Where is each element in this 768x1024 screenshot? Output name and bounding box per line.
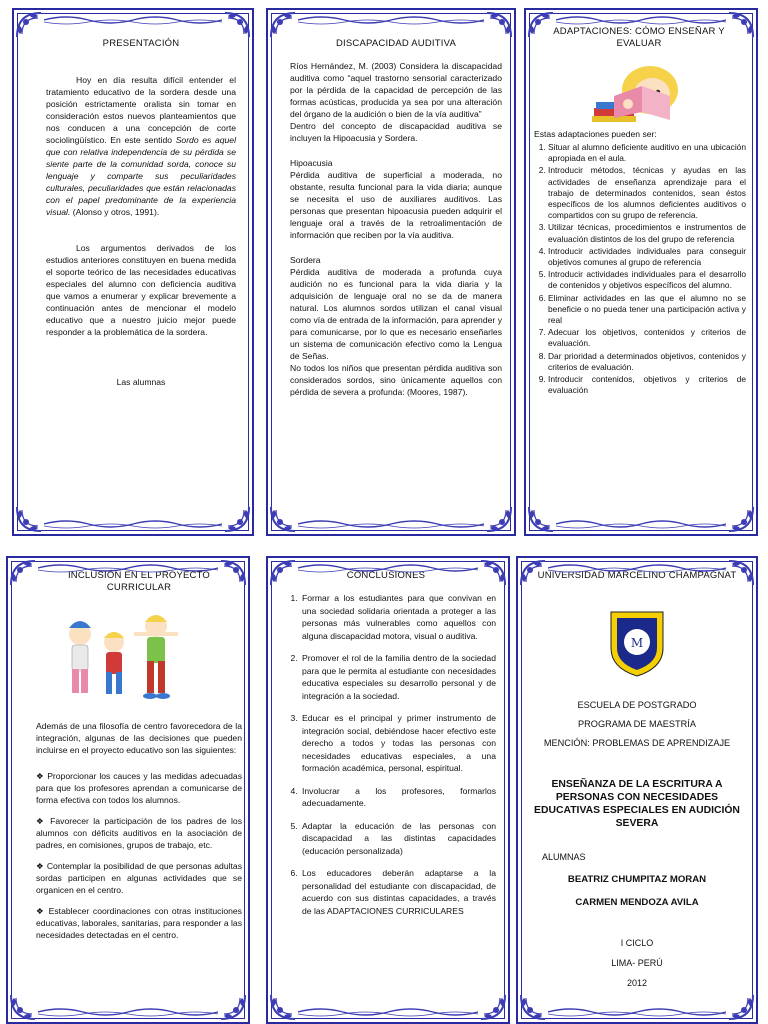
- corner-ornament-icon: [8, 558, 42, 588]
- panel-presentacion-content: [46, 38, 236, 508]
- ciclo-label: I CICLO: [620, 938, 654, 948]
- sordera-paragraph: Pérdida auditiva de moderada a profunda cuya audición no es funcional para la vida diaria y la adquisición de lenguaje oral no se da de manera natural. Los alumnos sordos utilizan el canal visual como vía de entrada de la información, para aprender y para comunicarse, por lo que es necesario enseñarles un sistema de comunicación efectivo como la Lengua de Señas.: [290, 267, 502, 361]
- corner-ornament-icon: [722, 992, 756, 1022]
- discapacidad-title: DISCAPACIDAD AUDITIVA: [336, 38, 456, 49]
- child-reading-illustration: [584, 56, 694, 126]
- child-reading-icon: [584, 56, 694, 126]
- corner-ornament-icon: [518, 558, 552, 588]
- corner-ornament-icon: [268, 558, 302, 588]
- presentacion-paragraph-1: Hoy en día resulta difícil entender el tratamiento educativo de la sordera desde una posición estrictamente oralista sin tomar en consideración estos nuevos planteamientos que nos conducen a una concepción de corte sociolingüístico. En este sentido Sordo es aquel que con relativa independencia de su pérdida se siente parte de la comunidad sorda, conoce su lenguaje y comparte sus peculiaridades culturales, peculiaridades que están relacionadas con el papel predominante de la experiencia visual. (Alonso y otros, 1991).: [46, 75, 236, 217]
- list-item: 5. Adaptar la educación de las personas con discapacidad a las distintas capacidades (educación personalizada): [300, 820, 496, 858]
- list-item: 5. Introducir actividades individuales para el desarrollo de contenidos y objetivos específicos del alumno.: [548, 269, 746, 291]
- corner-ornament-icon: [14, 10, 48, 40]
- scroll-ornament-icon: [556, 14, 726, 26]
- adaptaciones-title: ADAPTACIONES: CÓMO ENSEÑAR Y EVALUAR: [553, 26, 725, 49]
- hipoacusia-heading: Hipoacusia: [290, 158, 333, 168]
- corner-ornament-icon: [218, 504, 252, 534]
- list-item: ❖ Proporcionar los cauces y las medidas adecuadas para que los profesores aprendan a comunicarse de forma efectiva con todos los alumnos.: [36, 771, 242, 805]
- student-name: CARMEN MENDOZA AVILA: [575, 897, 699, 908]
- list-item: 4. Introducir actividades individuales para conseguir objetivos comunes al grupo de referencia: [548, 246, 746, 268]
- list-item: 4. Involucrar a los profesores, formarlos adecuadamente.: [300, 785, 496, 810]
- adaptaciones-intro: Estas adaptaciones pueden ser:: [534, 129, 657, 139]
- inclusion-title: INCLUSIÓN EN EL PROYECTO CURRICULAR: [67, 570, 211, 593]
- scroll-ornament-icon: [298, 1006, 478, 1018]
- scroll-ornament-icon: [556, 518, 726, 530]
- alumnas-label: ALUMNAS: [542, 852, 586, 862]
- list-item: ❖ Favorecer la participación de los padres de los alumnos con déficits auditivos en la asociación de padres, en comisiones, grupos de trabajo, etc.: [36, 816, 243, 850]
- university-name: UNIVERSIDAD MARCELINO CHAMPAGNAT: [537, 570, 737, 581]
- adaptaciones-list: [532, 142, 746, 396]
- corner-ornament-icon: [722, 558, 756, 588]
- corner-ornament-icon: [480, 10, 514, 40]
- children-playing-icon: [50, 604, 190, 714]
- list-item: ❖ Contemplar la posibilidad de que personas adultas sordas participen en algunas actividades que se organicen en el centro.: [36, 861, 242, 895]
- list-item: 1. Formar a los estudiantes para que convivan en una sociedad solidaria orientada a proteger a las personas más vulnerables como aquellos con alguna discapacidad motora, visual o auditiva.: [300, 592, 496, 642]
- presentacion-signature: Las alumnas: [116, 377, 166, 387]
- corner-ornament-icon: [480, 504, 514, 534]
- corner-ornament-icon: [722, 10, 756, 40]
- scroll-ornament-icon: [38, 1006, 218, 1018]
- corner-ornament-icon: [14, 504, 48, 534]
- scroll-ornament-icon: [38, 562, 218, 574]
- conclusiones-list: [276, 592, 496, 917]
- list-item: 2. Promover el rol de la familia dentro de la sociedad para que le permita al estudiante con necesidades educativa especiales su desarrollo personal y de integración a la sociedad.: [300, 652, 496, 702]
- scroll-ornament-icon: [44, 518, 222, 530]
- scroll-ornament-icon: [298, 518, 484, 530]
- year-label: 2012: [626, 978, 648, 988]
- scroll-ornament-icon: [298, 14, 484, 26]
- svg-text:M: M: [630, 636, 644, 650]
- discapacidad-paragraph-5: No todos los niños que presentan pérdida auditiva son considerados sordos, sino únicamente aquellos con pérdida de severa a profunda: (Moores, 1987).: [290, 363, 502, 397]
- panel-portada-content: [526, 570, 748, 1022]
- list-item: 8. Dar prioridad a determinados objetivos, contenidos y criterios de evaluación.: [548, 351, 746, 373]
- list-item: 3. Utilizar técnicas, procedimientos e instrumentos de evaluación distintos de los del grupo de referencia: [548, 222, 746, 244]
- panel-discapacidad-content: [290, 38, 502, 508]
- panel-inclusion: [6, 556, 250, 1024]
- corner-ornament-icon: [474, 992, 508, 1022]
- list-item: 1. Situar al alumno deficiente auditivo en una ubicación apropiada en el aula.: [548, 142, 746, 164]
- inclusion-bullets: [36, 770, 242, 941]
- thesis-title: ENSEÑANZA DE LA ESCRITURA A PERSONAS CON NECESIDADES EDUCATIVAS ESPECIALES EN AUDICIÓN SEVERA: [534, 779, 740, 829]
- panel-discapacidad: [266, 8, 516, 536]
- list-item: 9. Introducir contenidos, objetivos y criterios de evaluación: [548, 374, 746, 396]
- student-name: BEATRIZ CHUMPITAZ MORAN: [567, 874, 707, 885]
- corner-ornament-icon: [214, 992, 248, 1022]
- panel-adaptaciones: [524, 8, 758, 536]
- corner-ornament-icon: [8, 992, 42, 1022]
- scroll-ornament-icon: [298, 562, 478, 574]
- panel-conclusiones: [266, 556, 510, 1024]
- university-seal: [607, 608, 667, 678]
- mencion-label: MENCIÓN: PROBLEMAS DE APRENDIZAJE: [543, 738, 731, 748]
- presentacion-title: PRESENTACIÓN: [102, 38, 180, 49]
- corner-ornament-icon: [268, 992, 302, 1022]
- corner-ornament-icon: [526, 504, 560, 534]
- escuela-label: ESCUELA DE POSTGRADO: [577, 700, 697, 710]
- panel-presentacion: [12, 8, 254, 536]
- hipoacusia-paragraph: Pérdida auditiva de superficial a moderada, no obstante, resulta funcional para la vida diaria; aunque se necesita el uso de auxiliares auditivos. Las personas que presentan hipoacusia pueden adquirir el lenguaje oral a través de la retroalimentación de información que reciben por la vía auditiva.: [290, 170, 502, 240]
- inclusion-intro: Además de una filosofía de centro favorecedora de la integración, algunas de las decisiones que pueden incluirse en el proyecto educativo son las siguientes:: [36, 721, 242, 755]
- corner-ornament-icon: [722, 504, 756, 534]
- university-shield-icon: [607, 608, 667, 678]
- list-item: 6. Eliminar actividades en las que el alumno no se beneficie o no pueda tener una participación activa y real: [548, 293, 746, 327]
- list-item: 6. Los educadores deberán adaptarse a la personalidad del estudiante con discapacidad, de acuerdo con sus distintas capacidades, a través de las ADAPTACIONES CURRICULARES: [300, 867, 496, 917]
- panel-portada: [516, 556, 758, 1024]
- panel-adaptaciones-content: [532, 26, 746, 508]
- presentacion-paragraph-2: Los argumentos derivados de los estudios anteriores constituyen en buena medida el soporte teórico de las necesidades educativas especiales del alumno con deficiencia auditiva que vamos a enumerar y explicar brevemente a continuación antes de mencionar el modelo educativo que a nuestro juicio mejor puede responder a la problemática de la sordera.: [46, 243, 236, 337]
- programa-label: PROGRAMA DE MAESTRÍA: [578, 719, 696, 729]
- location-label: LIMA- PERÚ: [611, 958, 663, 968]
- corner-ornament-icon: [218, 10, 252, 40]
- children-illustration: [50, 604, 190, 714]
- list-item: 2. Introducir métodos, técnicas y ayudas en las actividades de enseñanza aprendizaje para el trabajo de determinados contenidos, sean éstos específicos de los alumnos deficientes auditivos o compartidos con su grupo de referencia.: [548, 165, 746, 221]
- corner-ornament-icon: [214, 558, 248, 588]
- scroll-ornament-icon: [548, 562, 726, 574]
- list-item: 7. Adecuar los objetivos, contenidos y criterios de evaluación.: [548, 327, 746, 349]
- list-item: ❖ Establecer coordinaciones con otras instituciones educativas, laborales, sanitarias, para responder a las necesidades detectadas en el centro.: [36, 906, 242, 940]
- list-item: 3. Educar es el principal y primer instrumento de integración social, debiéndose hacer efectivo este derecho a todos y todas las personas con necesidades educativas especiales, a una formación académica, personal, espiritual.: [300, 712, 496, 775]
- scroll-ornament-icon: [548, 1006, 726, 1018]
- panel-inclusion-content: [36, 570, 242, 1022]
- corner-ornament-icon: [268, 10, 302, 40]
- corner-ornament-icon: [268, 504, 302, 534]
- scroll-ornament-icon: [44, 14, 222, 26]
- sordera-heading: Sordera: [290, 255, 321, 265]
- discapacidad-paragraph-1: Ríos Hernández, M. (2003) Considera la discapacidad auditiva como “aquel trastorno sensorial caracterizado por la pérdida de la capacidad de percepción de las formas acústicas, producida ya sea por una alteración del órgano de la audición o bien de la vía auditiva”: [290, 61, 502, 119]
- corner-ornament-icon: [518, 992, 552, 1022]
- discapacidad-paragraph-2: Dentro del concepto de discapacidad auditiva se incluyen la Hipoacusia y Sordera.: [290, 121, 502, 143]
- conclusiones-title: CONCLUSIONES: [346, 570, 426, 581]
- panel-conclusiones-content: [276, 570, 496, 1022]
- corner-ornament-icon: [474, 558, 508, 588]
- corner-ornament-icon: [526, 10, 560, 40]
